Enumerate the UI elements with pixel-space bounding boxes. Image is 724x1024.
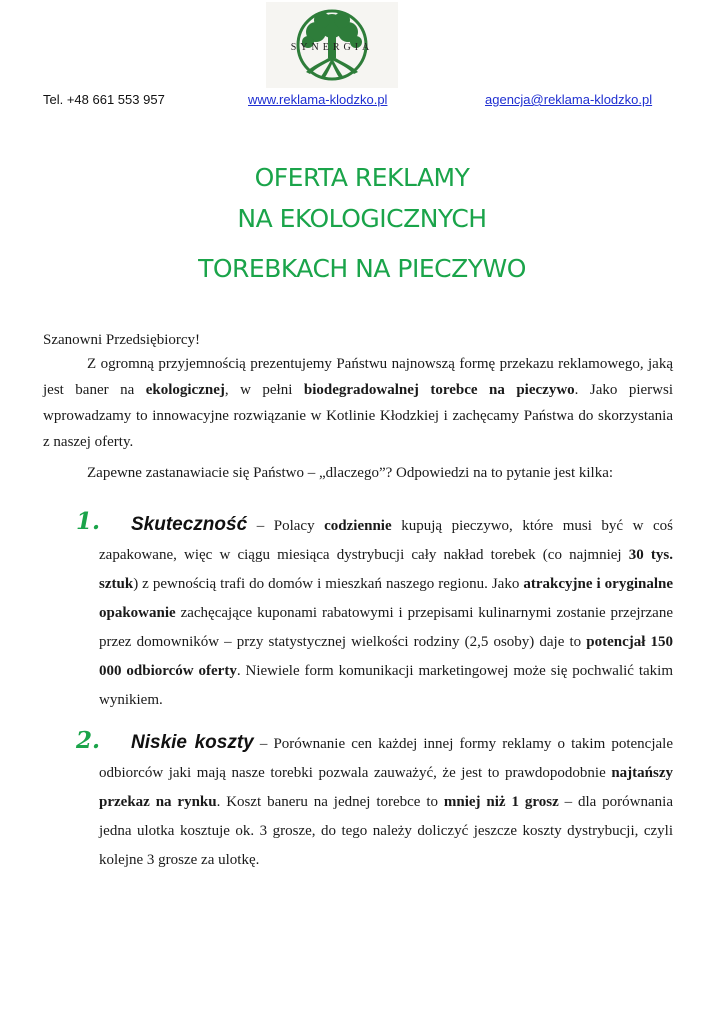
email-link[interactable]: agencja@reklama-klodzko.pl [485,92,653,107]
item-bold: atrakcyjne i oryginalne opakowanie [99,576,673,621]
list-item-effectiveness [99,510,673,715]
item-heading: Skuteczność [131,514,248,535]
item-bold: codziennie [324,518,392,534]
intro-text: . Jako pierwsi wprowadzamy to innowacyjne rozwiązanie w Kotlinie Kłodzkiej i zachęcamy Państwa do skorzystania z naszej oferty. [43,382,673,450]
item-number: 2. [76,727,101,754]
item-text: – dla porównania jedna ulotka kosztuje ok. 3 grosze, do tego należy doliczyć jeszcze koszty dystrybucji, czyli kolejne 3 grosze za ulotkę. [99,794,673,868]
item-bold: potencjał 150 000 odbiorców oferty [99,634,673,679]
item-bold: najtańszy przekaz na rynku [99,765,673,810]
title-line-1: OFERTA REKLAMY [254,163,470,192]
item-bold: 30 tys. sztuk [99,547,673,592]
website-link[interactable]: www.reklama-klodzko.pl [248,92,388,107]
greeting: Szanowni Przedsiębiorcy! [43,332,201,348]
item-text: . Koszt baneru na jednej torebce to [216,794,444,810]
item-text: . Niewiele form komunikacji marketingowej może się pochwalić takim wynikiem. [99,663,673,708]
intro-text: , w pełni [224,382,304,398]
item-number: 1. [76,508,101,535]
item-text: – Porównanie cen każdej innej formy reklamy o takim potencjale odbiorców jaki mają nasze torebki pozwala zauważyć, że jest to prawdopodobnie [99,736,673,781]
title-line-2: NA EKOLOGICZNYCH [237,204,487,233]
item-bold: mniej niż 1 grosz [443,794,559,810]
intro-bold: ekologicznej [145,382,225,398]
list-item-low-costs [99,728,673,875]
phone-number: Tel. +48 661 553 957 [43,92,165,107]
item-text: – Polacy [247,518,325,534]
logo [266,2,398,88]
title-line-3: TOREBKACH NA PIECZYWO [198,254,526,283]
why-paragraph: Zapewne zastanawiacie się Państwo – „dlaczego”? Odpowiedzi na to pytanie jest kilka: [87,465,614,481]
intro-paragraph [43,351,673,455]
item-text: ) z pewnością trafi do domów i mieszkań naszego regionu. Jako [133,576,524,592]
intro-bold: biodegradowalnej torebce na pieczywo [303,382,575,398]
item-text: kupują pieczywo, które musi być w coś zapakowane, więc w ciągu miesiąca dystrybucji cały nakład torebek (co najmniej [99,518,674,563]
intro-text: Z ogromną przyjemnością prezentujemy Państwu najnowszą formę przekazu reklamowego, jaką jest baner na [43,356,673,398]
item-text: zachęcające kuponami rabatowymi i przepisami kulinarnymi zostanie przejrzane przez domowników – przy statystycznej wielkości rodziny (2,5 osoby) daje to [99,605,673,650]
logo-text: SYNERGIA [290,42,374,53]
item-heading: Niskie koszty [131,732,254,753]
